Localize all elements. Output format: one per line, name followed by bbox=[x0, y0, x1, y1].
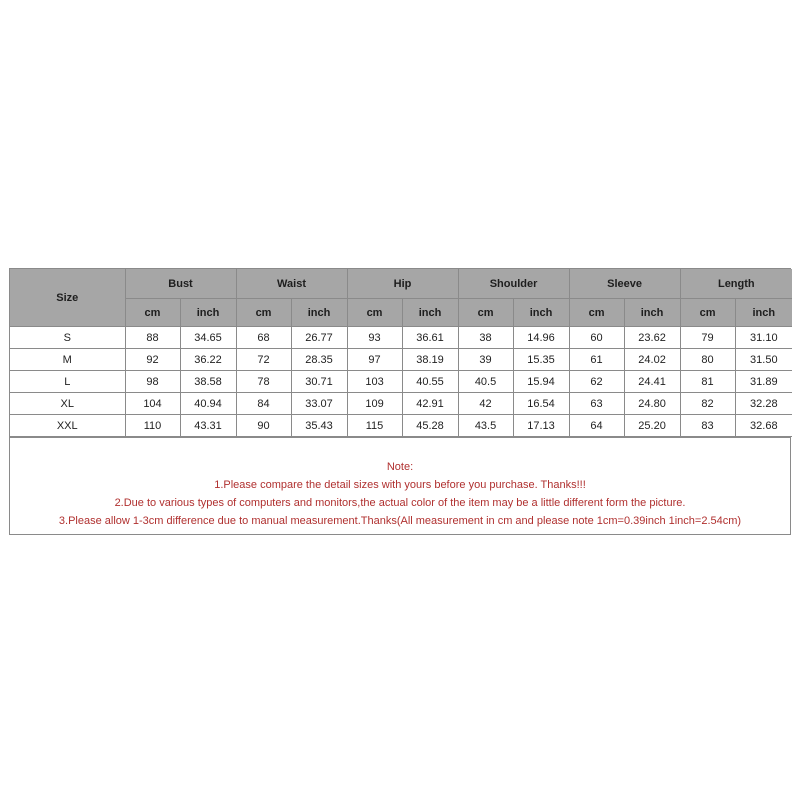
table-cell: 64 bbox=[569, 415, 624, 437]
size-label: XL bbox=[10, 393, 125, 415]
note-line: 3.Please allow 1-3cm difference due to manual measurement.Thanks(All measurement in cm and please note 1cm=0.39inch 1inch=2.54cm) bbox=[58, 515, 742, 527]
table-cell: 28.35 bbox=[291, 349, 347, 371]
table-cell: 36.22 bbox=[180, 349, 236, 371]
table-cell: 23.62 bbox=[624, 327, 680, 349]
table-cell: 81 bbox=[680, 371, 735, 393]
table-cell: 30.71 bbox=[291, 371, 347, 393]
table-cell: 38 bbox=[458, 327, 513, 349]
table-cell: 80 bbox=[680, 349, 735, 371]
table-row bbox=[10, 393, 792, 415]
group-header-hip: Hip bbox=[347, 269, 458, 299]
header-group-row bbox=[10, 269, 792, 299]
table-cell: 97 bbox=[347, 349, 402, 371]
table-cell: 110 bbox=[125, 415, 180, 437]
table-cell: 72 bbox=[236, 349, 291, 371]
unit-header-inch: inch bbox=[180, 299, 236, 327]
unit-header-cm: cm bbox=[125, 299, 180, 327]
table-cell: 109 bbox=[347, 393, 402, 415]
size-label: XXL bbox=[10, 415, 125, 437]
note-line: 2.Due to various types of computers and monitors,the actual color of the item may be a little different form the picture. bbox=[114, 497, 686, 509]
unit-header-inch: inch bbox=[291, 299, 347, 327]
table-cell: 61 bbox=[569, 349, 624, 371]
table-cell: 84 bbox=[236, 393, 291, 415]
table-cell: 38.19 bbox=[402, 349, 458, 371]
table-cell: 31.50 bbox=[735, 349, 792, 371]
size-label: S bbox=[10, 327, 125, 349]
table-cell: 40.55 bbox=[402, 371, 458, 393]
table-cell: 103 bbox=[347, 371, 402, 393]
table-row bbox=[10, 415, 792, 437]
size-label: M bbox=[10, 349, 125, 371]
table-cell: 79 bbox=[680, 327, 735, 349]
table-cell: 82 bbox=[680, 393, 735, 415]
table-cell: 24.02 bbox=[624, 349, 680, 371]
table-cell: 36.61 bbox=[402, 327, 458, 349]
table-cell: 35.43 bbox=[291, 415, 347, 437]
table-cell: 15.35 bbox=[513, 349, 569, 371]
unit-header-inch: inch bbox=[513, 299, 569, 327]
table-row bbox=[10, 327, 792, 349]
table-cell: 32.28 bbox=[735, 393, 792, 415]
table-cell: 31.89 bbox=[735, 371, 792, 393]
table-cell: 63 bbox=[569, 393, 624, 415]
table-cell: 90 bbox=[236, 415, 291, 437]
table-cell: 15.94 bbox=[513, 371, 569, 393]
table-cell: 38.58 bbox=[180, 371, 236, 393]
note-line: 1.Please compare the detail sizes with yours before you purchase. Thanks!!! bbox=[214, 479, 586, 491]
table-cell: 14.96 bbox=[513, 327, 569, 349]
table-cell: 92 bbox=[125, 349, 180, 371]
table-cell: 34.65 bbox=[180, 327, 236, 349]
unit-header-cm: cm bbox=[347, 299, 402, 327]
table-cell: 31.10 bbox=[735, 327, 792, 349]
group-header-length: Length bbox=[680, 269, 792, 299]
table-cell: 43.5 bbox=[458, 415, 513, 437]
table-cell: 93 bbox=[347, 327, 402, 349]
size-table bbox=[10, 269, 792, 437]
unit-header-cm: cm bbox=[680, 299, 735, 327]
table-cell: 16.54 bbox=[513, 393, 569, 415]
table-cell: 78 bbox=[236, 371, 291, 393]
table-row bbox=[10, 371, 792, 393]
table-cell: 24.41 bbox=[624, 371, 680, 393]
table-cell: 104 bbox=[125, 393, 180, 415]
size-column-header: Size bbox=[10, 269, 125, 327]
table-cell: 17.13 bbox=[513, 415, 569, 437]
table-cell: 42 bbox=[458, 393, 513, 415]
table-cell: 39 bbox=[458, 349, 513, 371]
notes-section bbox=[10, 437, 790, 534]
table-cell: 45.28 bbox=[402, 415, 458, 437]
unit-header-inch: inch bbox=[735, 299, 792, 327]
size-chart bbox=[9, 268, 791, 535]
table-cell: 33.07 bbox=[291, 393, 347, 415]
group-header-waist: Waist bbox=[236, 269, 347, 299]
group-header-bust: Bust bbox=[125, 269, 236, 299]
unit-header-cm: cm bbox=[458, 299, 513, 327]
table-row bbox=[10, 349, 792, 371]
table-cell: 60 bbox=[569, 327, 624, 349]
group-header-shoulder: Shoulder bbox=[458, 269, 569, 299]
table-cell: 32.68 bbox=[735, 415, 792, 437]
table-cell: 98 bbox=[125, 371, 180, 393]
table-cell: 83 bbox=[680, 415, 735, 437]
header-unit-row bbox=[10, 299, 792, 327]
group-header-sleeve: Sleeve bbox=[569, 269, 680, 299]
table-cell: 40.5 bbox=[458, 371, 513, 393]
note-title: Note: bbox=[386, 461, 414, 473]
table-cell: 88 bbox=[125, 327, 180, 349]
table-cell: 42.91 bbox=[402, 393, 458, 415]
unit-header-cm: cm bbox=[236, 299, 291, 327]
table-cell: 26.77 bbox=[291, 327, 347, 349]
table-cell: 68 bbox=[236, 327, 291, 349]
table-cell: 43.31 bbox=[180, 415, 236, 437]
unit-header-inch: inch bbox=[624, 299, 680, 327]
table-cell: 25.20 bbox=[624, 415, 680, 437]
table-cell: 115 bbox=[347, 415, 402, 437]
table-cell: 62 bbox=[569, 371, 624, 393]
table-cell: 24.80 bbox=[624, 393, 680, 415]
unit-header-inch: inch bbox=[402, 299, 458, 327]
unit-header-cm: cm bbox=[569, 299, 624, 327]
table-cell: 40.94 bbox=[180, 393, 236, 415]
size-label: L bbox=[10, 371, 125, 393]
